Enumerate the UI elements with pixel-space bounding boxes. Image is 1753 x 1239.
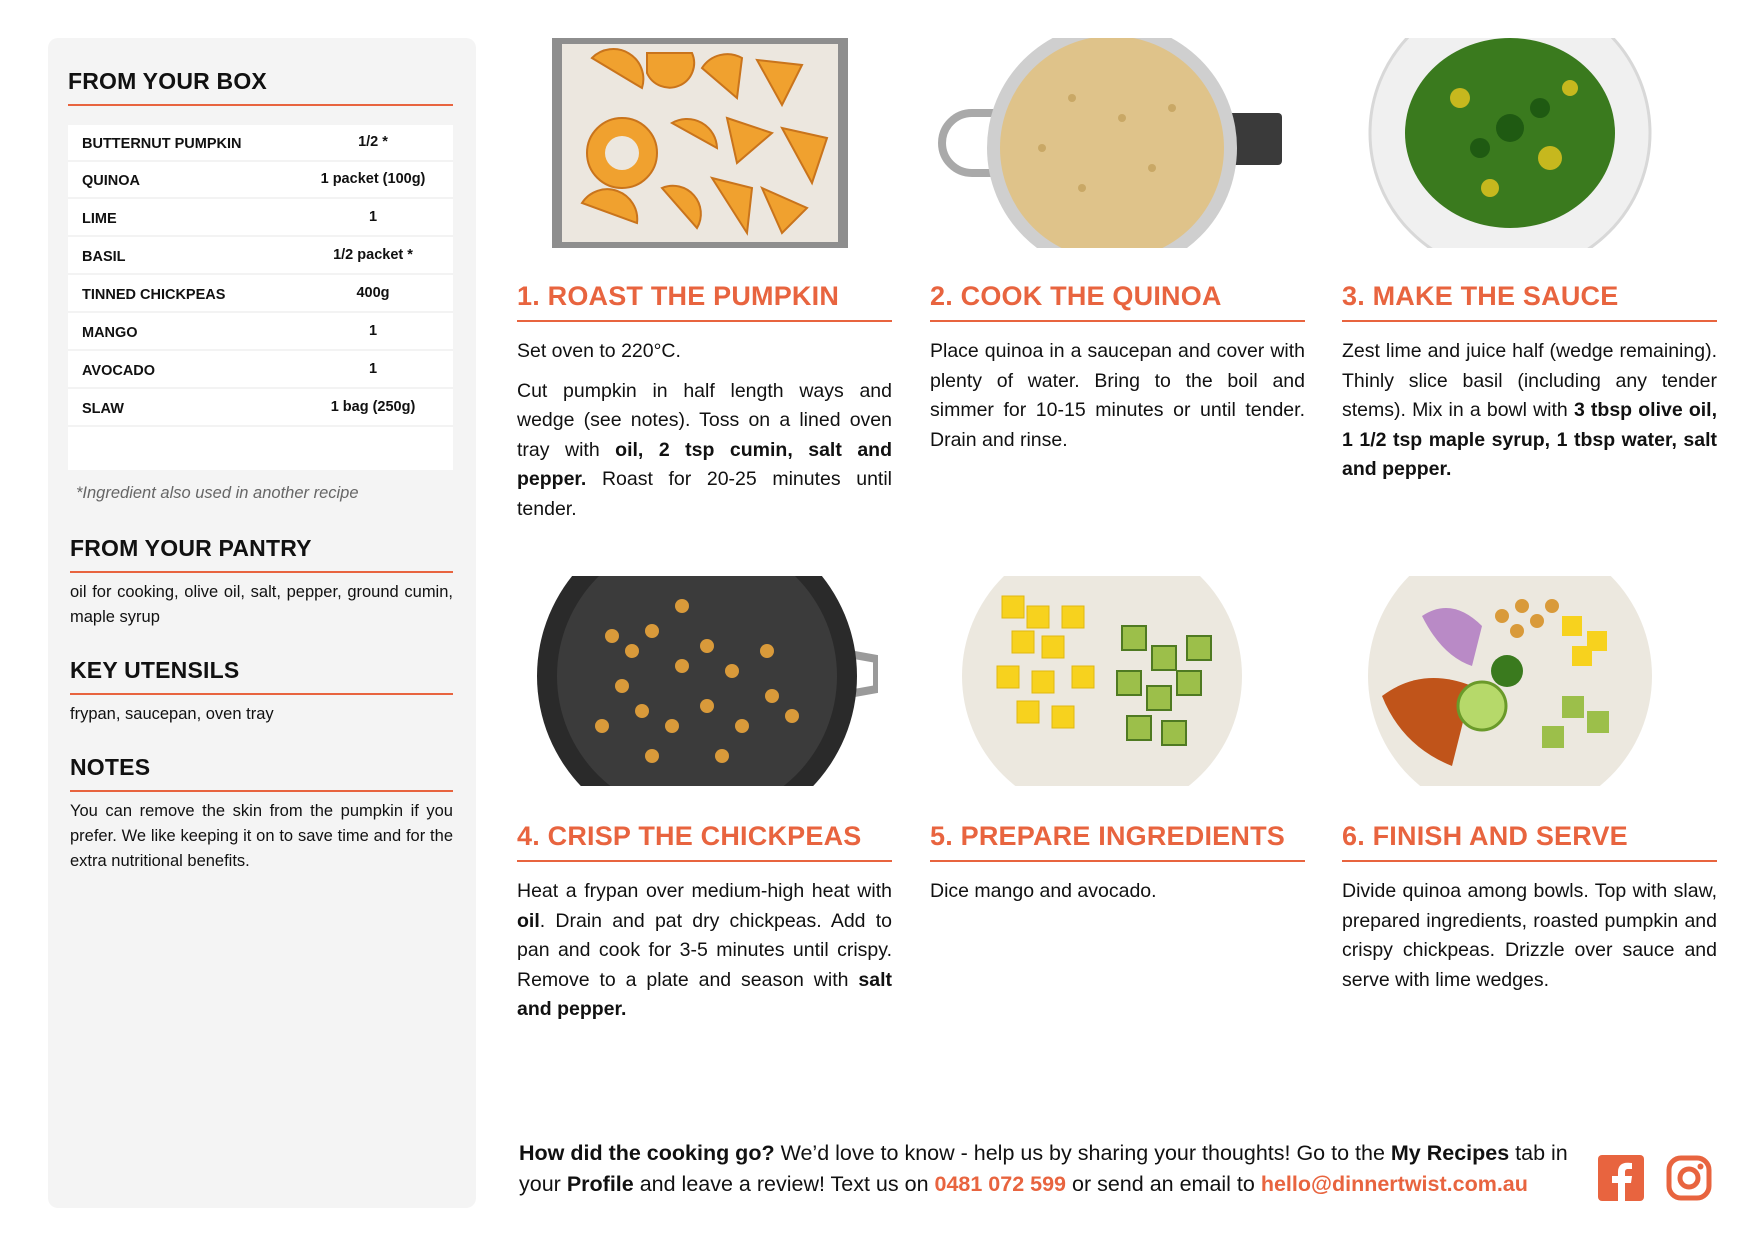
table-row [68,125,453,162]
step-1-paragraph [517,377,892,525]
step-2-body [930,337,1305,465]
divider [70,571,453,573]
step-text-bold: oil [517,909,540,932]
divider [930,320,1305,322]
ingredient-qty: 1 [368,361,378,377]
divider [1342,860,1717,862]
ingredient-name: BUTTERNUT PUMPKIN [82,136,242,152]
ingredient-name: LIME [82,211,117,227]
table-row [68,352,453,389]
phone-link[interactable]: 0481 072 599 [934,1172,1067,1196]
step-4-paragraph [517,877,892,1025]
divider [517,320,892,322]
step-text: Roast for 20-25 minutes until tender. [517,468,892,520]
quinoa-pot-photo [932,38,1296,248]
step-2-paragraph: Place quinoa in a saucepan and cover with plenty of water. Bring to the boil and simmer for 10-15 minutes or until tender. Drain and rinse. [930,340,1305,451]
table-row [68,314,453,351]
table-row [68,238,453,275]
ingredient-qty: 1 packet (100g) [320,171,426,187]
ingredient-qty: 1/2 packet * [333,247,413,263]
table-row [68,390,453,427]
email-link[interactable]: hello@dinnertwist.com.au [1260,1172,1528,1196]
step-5-paragraph: Dice mango and avocado. [930,880,1157,902]
final-bowl-photo [1362,576,1658,786]
step-6-title: 6. FINISH AND SERVE [1342,821,1628,851]
sauce-bowl-photo [1360,38,1660,248]
table-row [68,276,453,313]
ingredients-table [68,125,453,470]
pantry-title: FROM YOUR PANTRY [70,535,312,561]
footer-text: or send an email to [1066,1172,1261,1196]
ingredient-name: QUINOA [82,173,140,189]
step-3-title: 3. MAKE THE SAUCE [1342,281,1619,311]
step-text-bold: salt and pepper. [517,968,892,1020]
chickpeas-pan-photo [532,576,878,786]
box-title: FROM YOUR BOX [68,68,267,94]
ingredient-name: TINNED CHICKPEAS [82,287,226,303]
ingredient-name: AVOCADO [82,363,156,379]
step-6-paragraph: Divide quinoa among bowls. Top with slaw, prepared ingredients, roasted pumpkin and crispy chickpeas. Drizzle over sauce and serve with lime wedges. [1342,880,1717,991]
step-4-body [517,877,892,1035]
divider [930,860,1305,862]
step-4-title: 4. CRISP THE CHICKPEAS [517,821,862,851]
utensils-text: frypan, saucepan, oven tray [70,705,274,723]
step-1-title: 1. ROAST THE PUMPKIN [517,281,840,311]
step-2-title: 2. COOK THE QUINOA [930,281,1222,311]
utensils-title: KEY UTENSILS [70,657,240,683]
ingredient-qty: 1/2 * [358,134,388,150]
step-text-bold: 3 tbsp olive oil, 1 1/2 tsp maple syrup, 1 tbsp water, salt and pepper. [1342,399,1717,480]
step-text-bold: oil, 2 tsp cumin, salt and pepper. [517,438,892,490]
footer-question: How did the cooking go? [519,1141,775,1165]
profile-link[interactable]: Profile [566,1172,634,1196]
ingredient-name: MANGO [82,325,138,341]
sidebar-panel [48,38,476,1208]
feedback-footer [519,1138,1579,1200]
divider [68,104,453,106]
table-row [68,162,453,199]
step-3-body [1342,337,1717,495]
notes-text: You can remove the skin from the pumpkin if you prefer. We like keeping it on to save time and for the extra nutritional benefits. [70,802,453,870]
my-recipes-link[interactable]: My Recipes [1390,1141,1510,1165]
divider [70,790,453,792]
step-5-body [930,877,1305,917]
divider [517,860,892,862]
step-text: Heat a frypan over medium-high heat with [517,880,892,902]
ingredient-qty: 1 bag (250g) [330,399,416,415]
ingredient-qty: 1 [368,323,378,339]
ingredient-name: BASIL [82,249,126,265]
footer-text: We’d love to know - help us by sharing your thoughts! Go to the [774,1141,1391,1165]
pantry-text: oil for cooking, olive oil, salt, pepper, ground cumin, maple syrup [70,583,453,626]
footer-text: and leave a review! Text us on [633,1172,935,1196]
divider [70,693,453,695]
step-5-title: 5. PREPARE INGREDIENTS [930,821,1285,851]
step-3-paragraph [1342,337,1717,485]
footer-text: tab in your [519,1141,1568,1196]
step-1-body [517,337,892,534]
ingredient-note: *Ingredient also used in another recipe [76,484,359,502]
table-row [68,200,453,237]
pumpkin-tray-photo [552,38,848,248]
step-text: Zest lime and juice half (wedge remaining). Thinly slice basil (including any tender stems). Mix in a bowl with [1342,340,1717,421]
step-6-body [1342,877,1717,1005]
step-1-paragraph: Set oven to 220°C. [517,340,681,362]
mango-avocado-photo [962,576,1242,786]
facebook-icon[interactable] [1598,1155,1644,1201]
divider [1342,320,1717,322]
ingredient-qty: 1 [368,209,378,225]
instagram-icon[interactable] [1666,1155,1712,1201]
notes-title: NOTES [70,754,151,780]
ingredient-name: SLAW [82,401,124,417]
step-text: . Drain and pat dry chickpeas. Add to pan and cook for 3-5 minutes until crispy. Remove to a plate and season with [517,909,892,991]
ingredient-qty: 400g [356,285,390,301]
step-text: Cut pumpkin in half length ways and wedge (see notes). Toss on a lined oven tray with [517,379,892,461]
